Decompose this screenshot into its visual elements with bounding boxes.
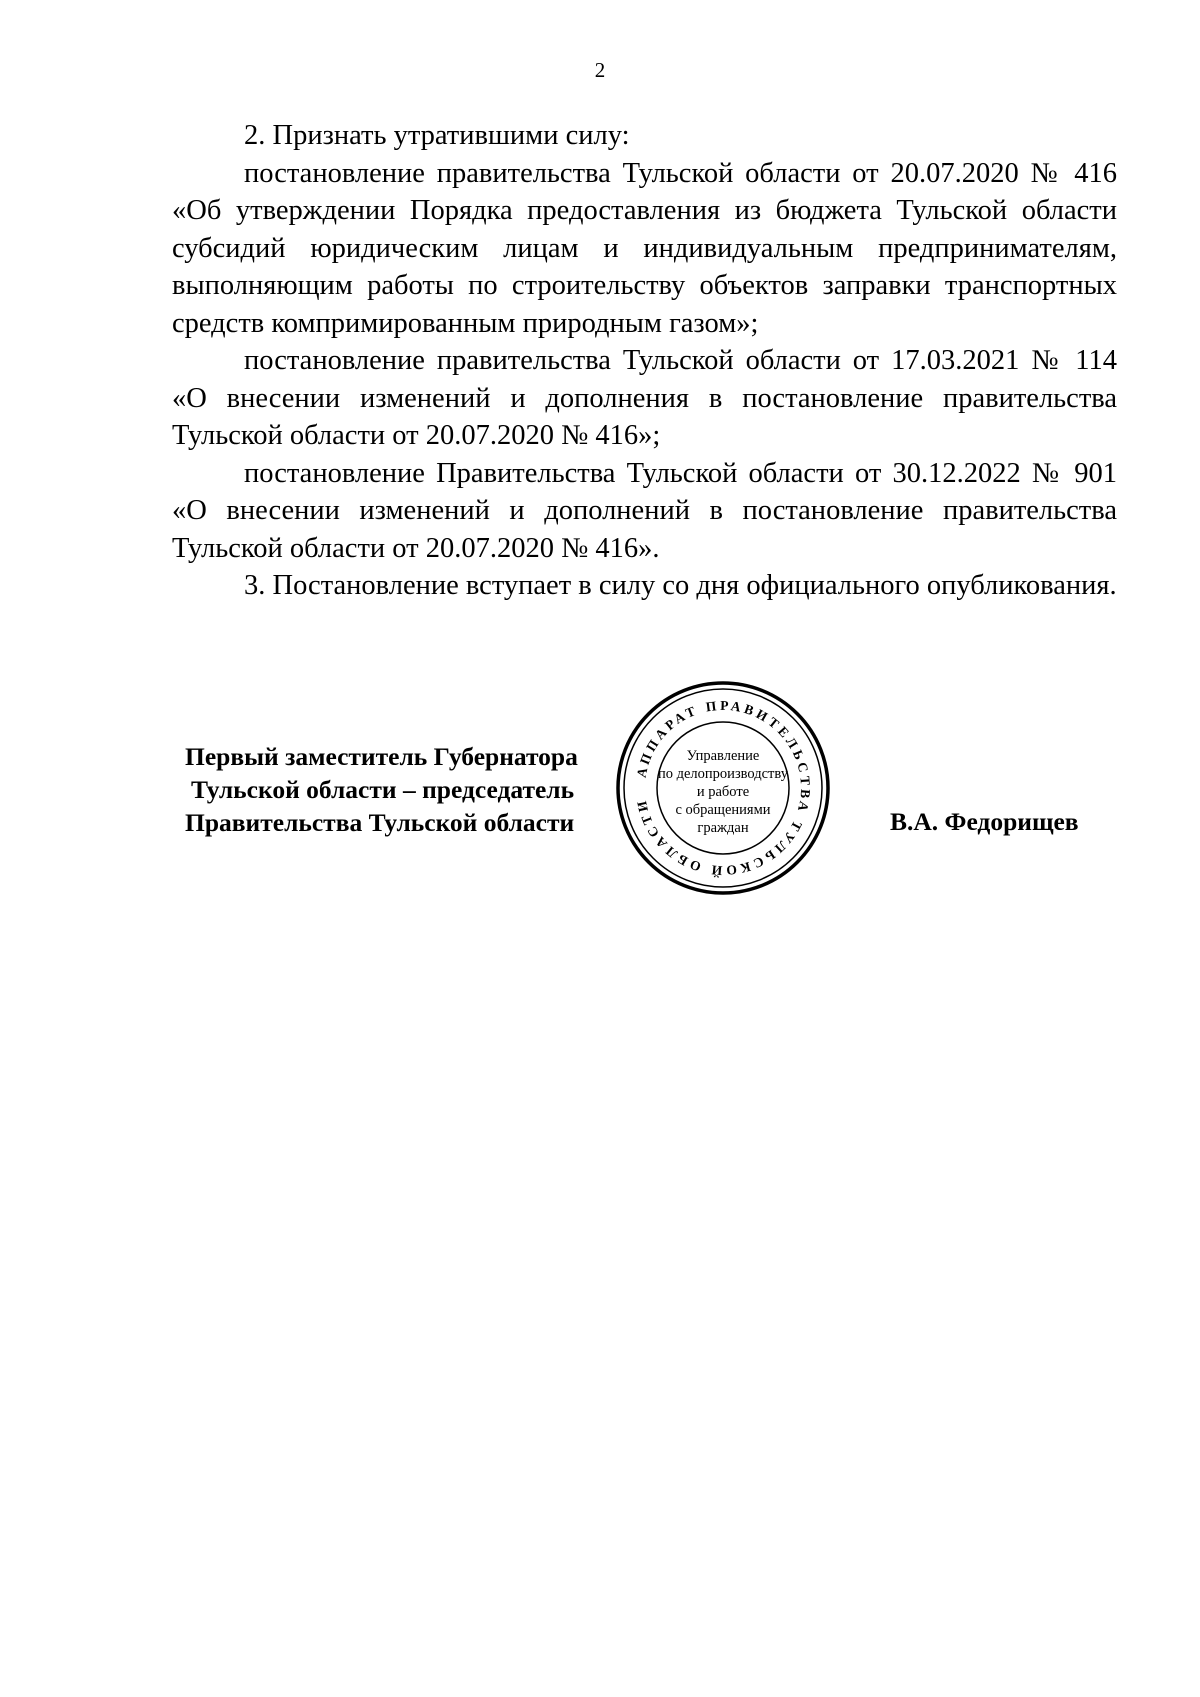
- paragraph-repealed-decree-901: постановление Правительства Тульской области от 30.12.2022 № 901 «О внесении изменений и дополнений в постановление правительства Тульской области от 20.07.2020 № 416».: [172, 457, 1117, 564]
- signatory-position-line: Первый заместитель Губернатора: [185, 742, 578, 771]
- signatory-position-line: Правительства Тульской области: [185, 808, 575, 837]
- paragraph-repealed-decree-416: постановление правительства Тульской области от 20.07.2020 № 416 «Об утверждении Порядка предоставления из бюджета Тульской области субсидий юридическим лицам и индивидуальным предпринимателям, выполняющим работы по строительству объектов заправки транспортных средств компримированным природным газом»;: [172, 157, 1117, 339]
- seal-center-line: по делопроизводству: [657, 766, 789, 782]
- paragraph-item-3-effective-date: 3. Постановление вступает в силу со дня официального опубликования.: [244, 570, 1117, 601]
- document-body: [172, 117, 1117, 605]
- signatory-name: В.А. Федорищев: [890, 807, 1079, 836]
- signatory-position-line: Тульской области – председатель: [191, 775, 575, 804]
- seal-center-line: граждан: [697, 820, 749, 836]
- seal-center-line: с обращениями: [675, 802, 771, 818]
- official-seal: [613, 678, 833, 898]
- paragraph-item-2-heading: 2. Признать утратившими силу:: [244, 120, 630, 151]
- page-number: 2: [594, 58, 606, 82]
- official-seal-graphic: [613, 678, 833, 898]
- paragraph-repealed-decree-114: постановление правительства Тульской области от 17.03.2021 № 114 «О внесении изменений и дополнения в постановление правительства Тульской области от 20.07.2020 № 416»;: [172, 345, 1117, 451]
- seal-ring-text: АППАРАТ ПРАВИТЕЛЬСТВА ТУЛЬСКОЙ ОБЛАСТИ: [633, 697, 814, 879]
- seal-center-line: и работе: [696, 784, 750, 800]
- seal-center-line: Управление: [686, 748, 760, 764]
